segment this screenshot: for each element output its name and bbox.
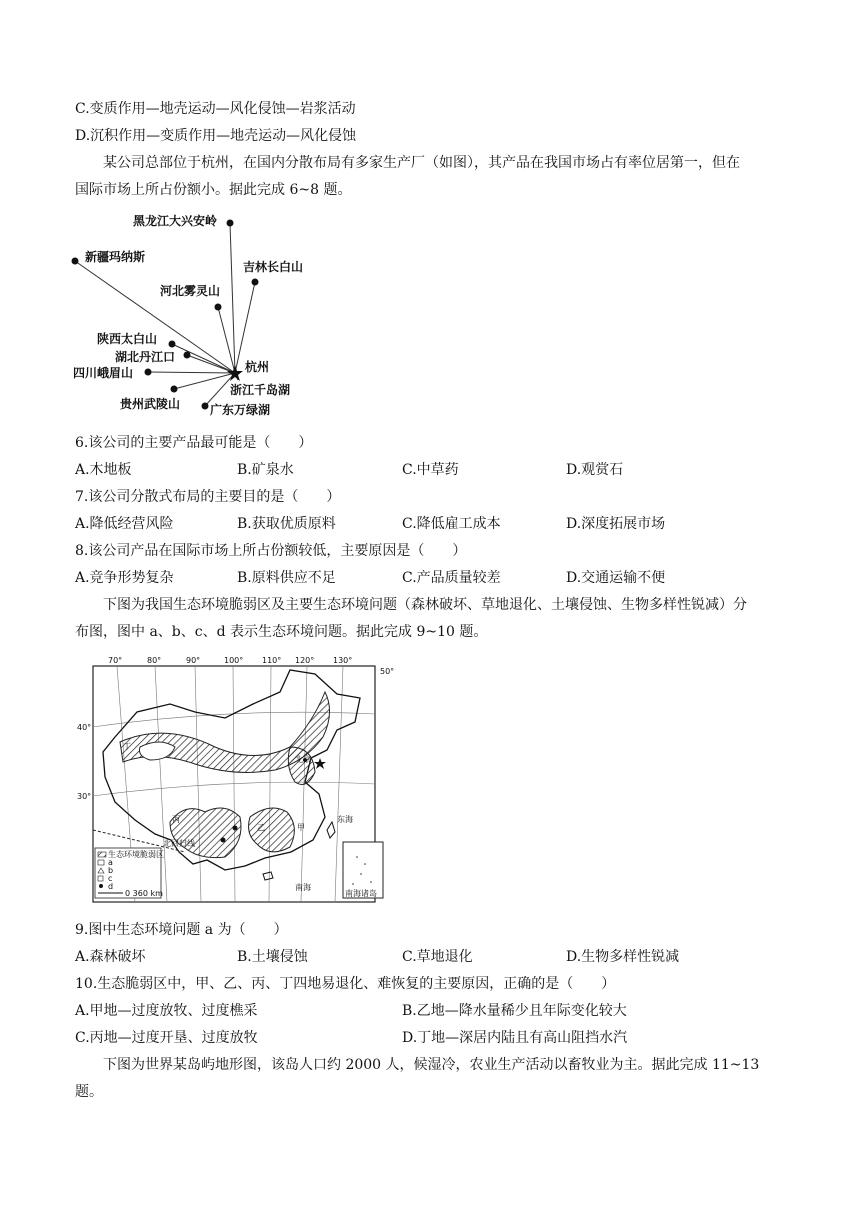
place-beijing: 北京 (295, 755, 311, 764)
site-dot (202, 403, 209, 410)
q9-option-b: B.土壤侵蚀 (237, 949, 308, 965)
legend-fragile: 生态环境脆弱区 (108, 850, 164, 859)
place-south-islands: 南海诸岛 (345, 889, 377, 898)
lon-label: 130° (333, 656, 353, 665)
lon-label: 110° (262, 656, 282, 665)
label-guizhou: 贵州武陵山 (120, 397, 181, 411)
scale-label: 0 360 km (125, 889, 163, 898)
q7-option-d: D.深度拓展市场 (566, 516, 666, 532)
lon-label: 70° (108, 656, 123, 665)
q9-stem: 9.图中生态环境问题 a 为（ ） (75, 922, 288, 938)
q9-option-c: C.草地退化 (402, 949, 473, 965)
q10-option-c: C.丙地—过度开垦、过度放牧 (75, 1030, 258, 1046)
legend-c: c (108, 874, 113, 883)
lon-label: 120° (295, 656, 315, 665)
option-d-prev: D.沉积作用—变质作用—地壳运动—风化侵蚀 (75, 128, 357, 144)
site-dot (72, 258, 79, 265)
lat-label: 30° (77, 792, 92, 801)
site-dot (169, 341, 176, 348)
site-dot (227, 220, 234, 227)
lon-label: 80° (147, 656, 162, 665)
intro-9-10-line2: 布图，图中 a、b、c、d 表示生态环境问题。据此完成 9~10 题。 (75, 624, 488, 640)
q9-option-a: A.森林破坏 (75, 949, 146, 965)
label-zhejiang: 浙江千岛湖 (230, 383, 291, 397)
q8-stem: 8.该公司产品在国际市场上所占份额较低，主要原因是（ ） (75, 543, 467, 559)
q6-option-d: D.观赏石 (566, 462, 624, 478)
option-c-prev: C.变质作用—地壳运动—风化侵蚀—岩浆活动 (75, 101, 356, 117)
place-jia: 甲 (297, 823, 305, 832)
q6-option-a: A.木地板 (75, 462, 132, 478)
lat-label: 40° (77, 723, 92, 732)
place-bing: 丙 (172, 815, 180, 824)
q6-stem: 6.该公司的主要产品最可能是（ ） (75, 435, 313, 451)
legend-d: d (108, 882, 114, 891)
lon-label: 90° (186, 656, 201, 665)
q10-option-a: A.甲地—过度放牧、过度樵采 (75, 1003, 258, 1019)
site-dot (252, 279, 259, 286)
q8-option-c: C.产品质量较差 (402, 570, 501, 586)
label-guangdong: 广东万绿湖 (210, 403, 271, 417)
legend-b: b (108, 866, 114, 875)
label-shaanxi: 陕西太白山 (97, 332, 158, 346)
q8-option-b: B.原料供应不足 (237, 570, 336, 586)
q7-option-a: A.降低经营风险 (75, 516, 174, 532)
eco-fragile-map (75, 652, 405, 907)
lon-label: 100° (224, 656, 244, 665)
site-dot (184, 352, 191, 359)
label-hangzhou: 杭州 (245, 360, 270, 374)
intro-6-8-line2: 国际市场上所占份额小。据此完成 6~8 题。 (75, 182, 352, 198)
place-south-sea: 南海 (295, 883, 311, 892)
label-jilin: 吉林长白山 (243, 260, 304, 274)
label-hubei: 湖北丹江口 (115, 350, 176, 364)
intro-11-13-line1: 下图为世界某岛屿地形图，该岛人口约 2000 人，候湿冷，农业生产活动以畜牧业为主。据此完成 11~13 (103, 1057, 760, 1073)
q7-option-b: B.获取优质原料 (237, 516, 336, 532)
site-dot (145, 369, 152, 376)
q8-option-d: D.交通运输不便 (566, 570, 666, 586)
place-ding: 丁 (123, 742, 131, 751)
q10-option-b: B.乙地—降水量稀少且年际变化较大 (402, 1003, 627, 1019)
legend-a: a (108, 858, 113, 867)
q7-stem: 7.该公司分散式布局的主要目的是（ ） (75, 489, 341, 505)
factory-distribution-map (60, 205, 350, 420)
intro-11-13-line2: 题。 (75, 1084, 103, 1100)
place-yi: 乙 (257, 823, 265, 832)
q9-option-d: D.生物多样性锐减 (566, 949, 680, 965)
place-east-sea: 东海 (337, 815, 353, 824)
q10-stem: 10.生态脆弱区中，甲、乙、丙、丁四地易退化、难恢复的主要原因，正确的是（ ） (75, 976, 616, 992)
q7-option-c: C.降低雇工成本 (402, 516, 501, 532)
label-xinjiang: 新疆玛纳斯 (85, 250, 146, 264)
intro-6-8-line1: 某公司总部位于杭州，在国内分散布局有多家生产厂（如图），其产品在我国市场占有率位居第一，但在 (103, 155, 740, 171)
label-heilongjiang: 黑龙江大兴安岭 (133, 214, 218, 228)
place-tropic: 北回归线 (163, 839, 195, 848)
site-dot (215, 304, 222, 311)
label-sichuan: 四川峨眉山 (73, 366, 134, 380)
site-dot (171, 386, 178, 393)
q6-option-c: C.中草药 (402, 462, 459, 478)
label-hebei: 河北雾灵山 (160, 284, 221, 298)
q6-option-b: B.矿泉水 (237, 462, 294, 478)
lat-label: 50° (380, 667, 395, 676)
intro-9-10-line1: 下图为我国生态环境脆弱区及主要生态环境问题（森林破坏、草地退化、土壤侵蚀、生物多样性锐减）分 (103, 597, 747, 613)
q10-option-d: D.丁地—深居内陆且有高山阻挡水汽 (402, 1030, 628, 1046)
q8-option-a: A.竞争形势复杂 (75, 570, 174, 586)
